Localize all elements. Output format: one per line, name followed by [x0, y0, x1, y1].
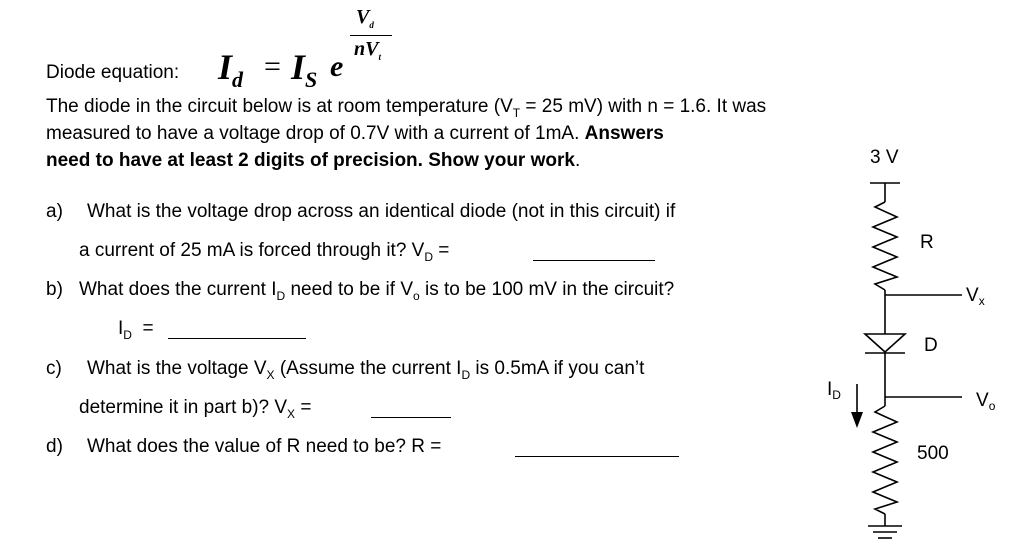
diode-label: D: [924, 335, 938, 356]
intro-line-1: The diode in the circuit below is at room temperature ($V_T = 25$ mV) with n = 1.6. It was: [46, 96, 767, 120]
vo-label: $V_o$: [976, 390, 996, 413]
supply-label: 3 V: [870, 147, 899, 168]
vx-label: $V_x$: [966, 285, 985, 308]
intro-line-3: need to have at least 2 digits of precision. Show your work.: [46, 150, 581, 171]
question-d-label: d): [46, 436, 63, 457]
resistor-500-label: 500: [917, 443, 949, 464]
question-c-label: c): [46, 358, 62, 379]
intro-line-2: measured to have a voltage drop of 0.7V with a current of 1mA. Answers: [46, 123, 664, 144]
equation-label: Diode equation:: [46, 62, 180, 83]
resistor-r: [873, 202, 897, 290]
current-label: $I_D$: [827, 379, 841, 402]
current-arrow-head: [851, 412, 863, 428]
resistor-500: [873, 406, 897, 514]
exp-base: e: [330, 50, 344, 83]
is-symbol: $I_S$: [291, 47, 318, 93]
diode-triangle: [865, 334, 905, 352]
exponent-denominator: $nV_t$: [354, 38, 381, 62]
question-d-line-1: What does the value of R need to be? R =: [87, 436, 442, 457]
question-a-label: a): [46, 201, 63, 222]
question-b-line-1: What does the current $I_D$ need to be if $V_o$ is to be 100 mV in the circuit?: [79, 279, 675, 303]
equals-sign: =: [264, 50, 281, 83]
question-a-line-2: a current of 25 mA is forced through it? $V_D$ =: [79, 240, 450, 264]
question-a-line-1: What is the voltage drop across an identical diode (not in this circuit) if: [87, 201, 676, 222]
id-symbol: $I_d$: [218, 47, 244, 93]
resistor-r-label: R: [920, 232, 934, 253]
question-b-label: b): [46, 279, 63, 300]
question-c-line-2: determine it in part b)? $V_X$ =: [79, 397, 312, 421]
exponent-numerator: $V_d$: [356, 6, 374, 30]
question-c-line-1: What is the voltage $V_X$ (Assume the current $I_D$ is 0.5mA if you can’t: [87, 358, 645, 382]
question-b-answer-label: $I_D$ =: [118, 318, 154, 342]
